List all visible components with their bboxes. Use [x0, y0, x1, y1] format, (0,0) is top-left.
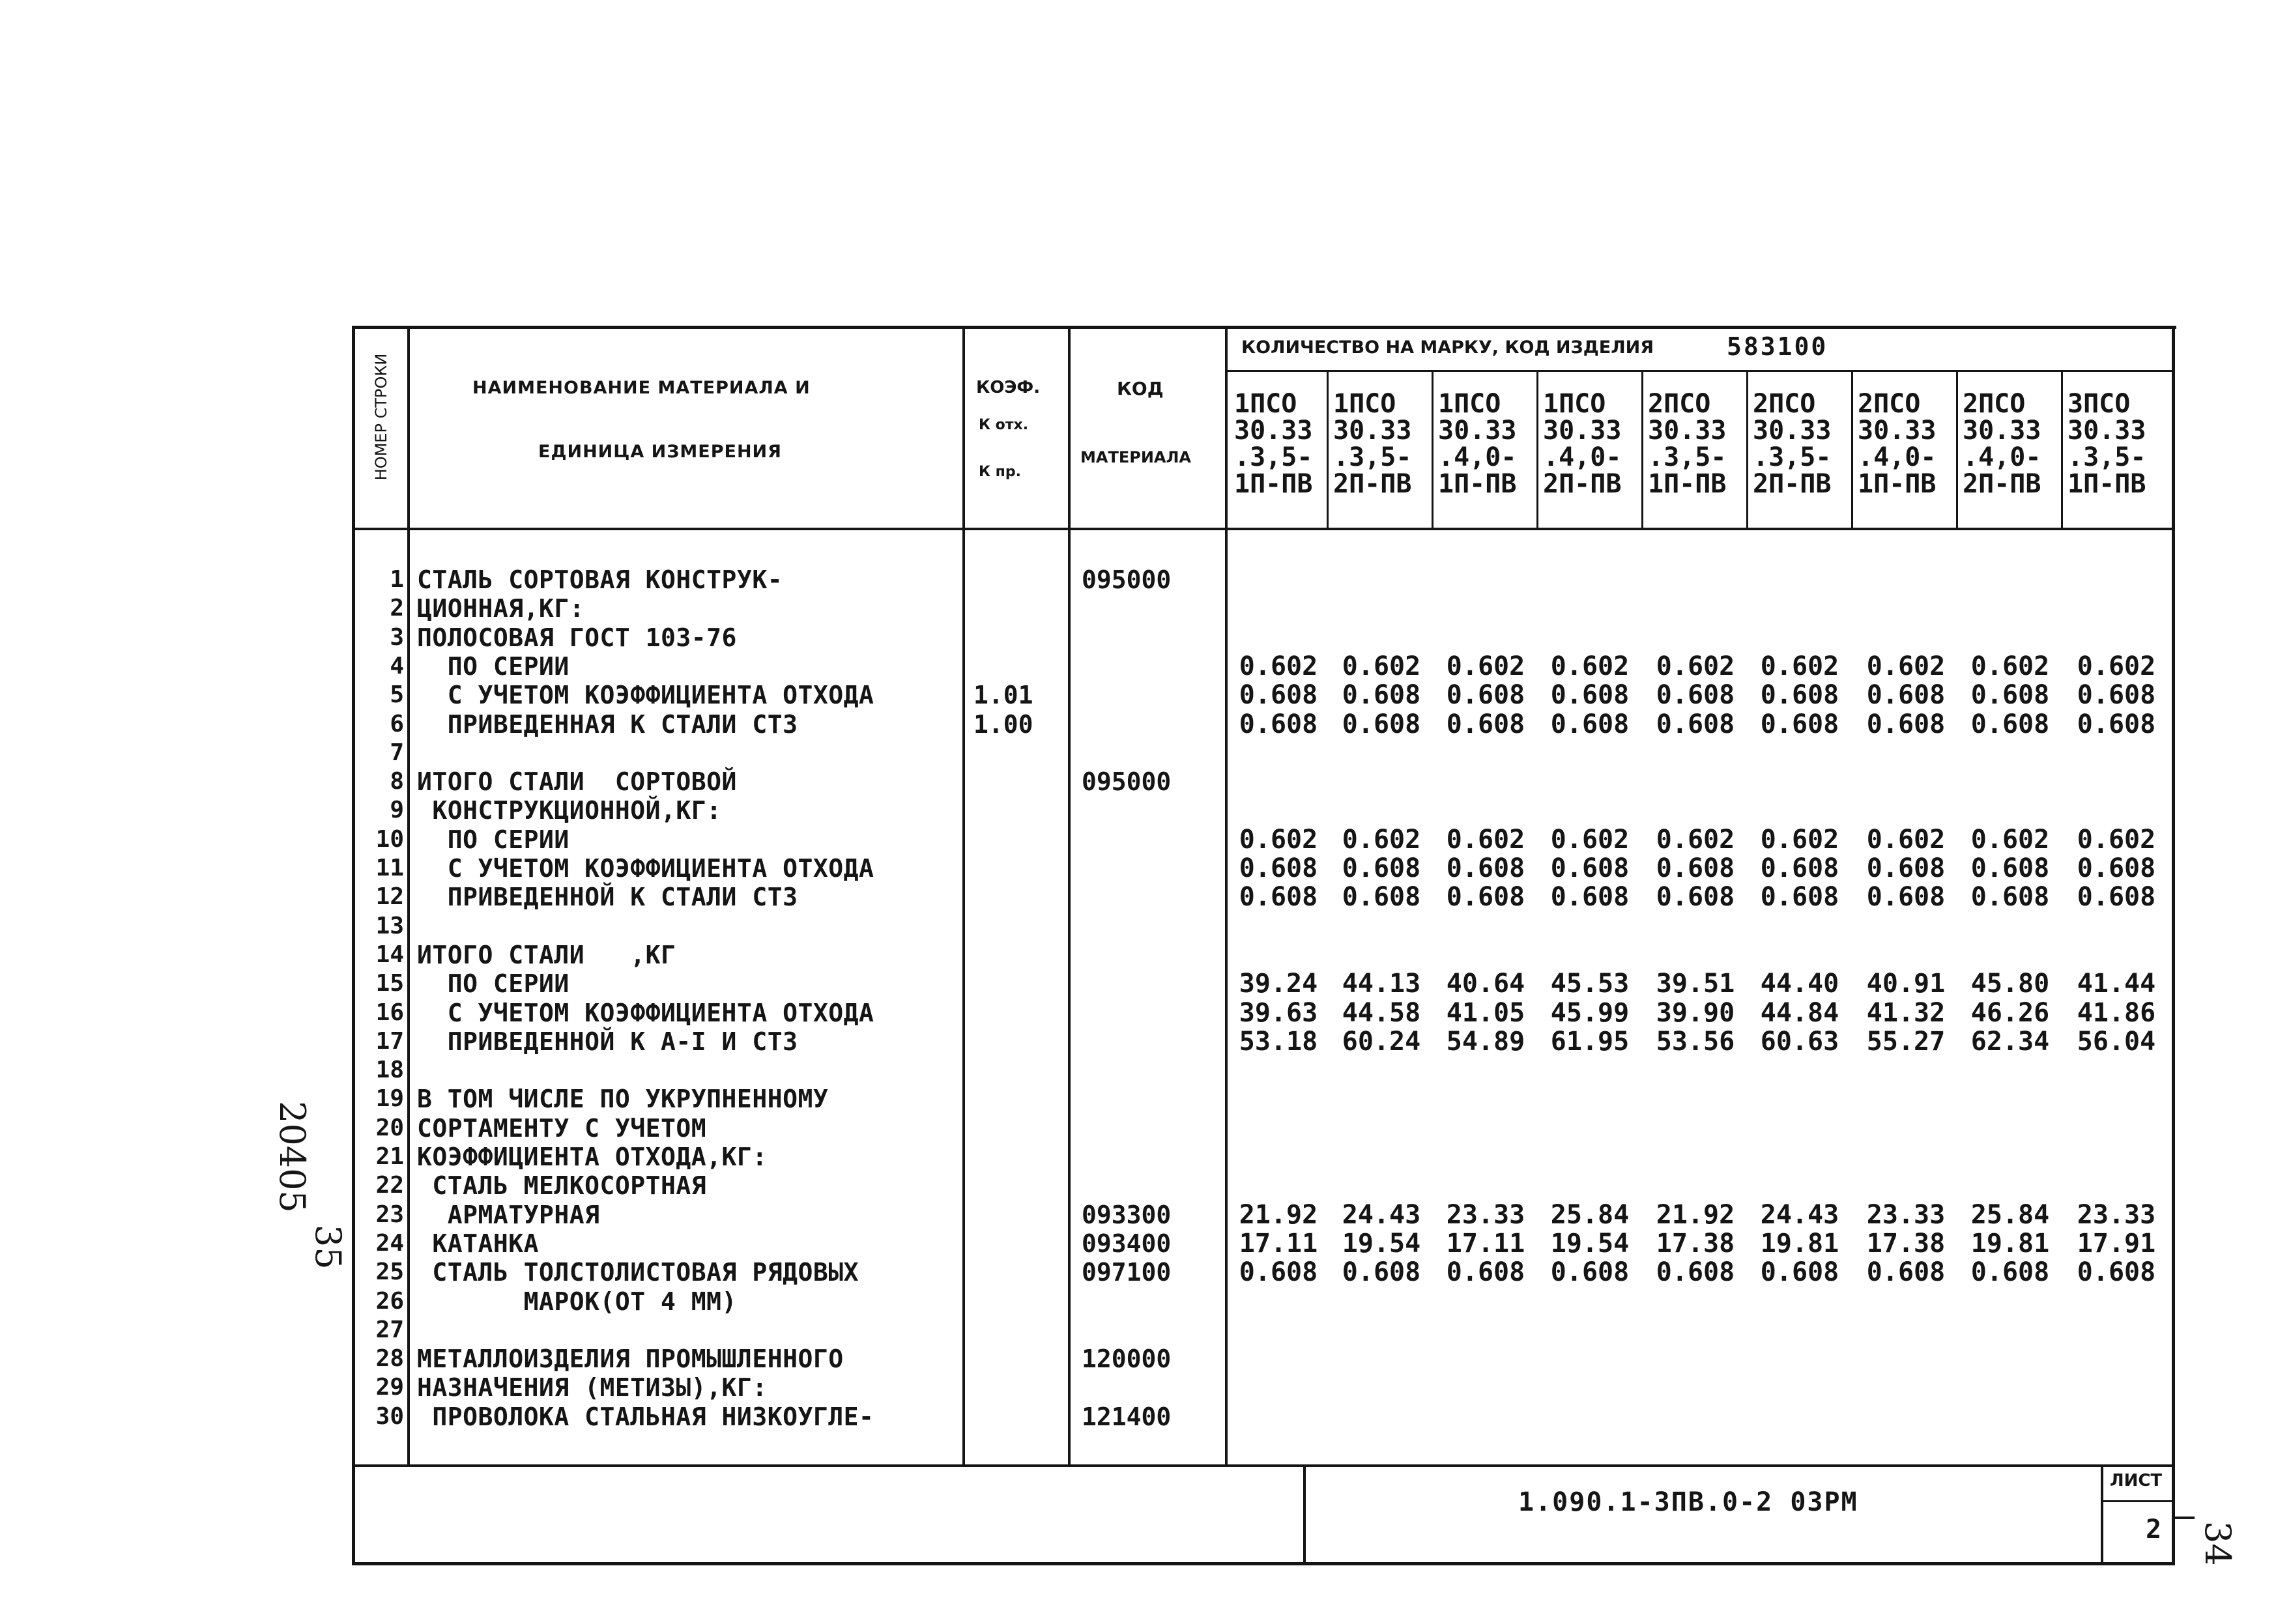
material-name: ИТОГО СТАЛИ СОРТОВОЙ [417, 767, 737, 797]
column-header-1-line-4: 1П-ПВ [1234, 469, 1313, 499]
column-header-9-line-1: 3ПСО [2068, 389, 2131, 419]
quantity-value: 21.92 [1239, 1199, 1318, 1230]
material-name: КОНСТРУКЦИОННОЙ,КГ: [417, 796, 722, 825]
row-number: 30 [375, 1403, 404, 1430]
quantity-value: 17.11 [1239, 1228, 1318, 1259]
quantity-value: 0.608 [1550, 853, 1630, 883]
quantity-value: 23.33 [1866, 1199, 1946, 1230]
column-header-5-line-1: 2ПСО [1648, 389, 1711, 419]
quantity-value: 17.38 [1866, 1228, 1946, 1259]
sheet-number: 2 [2146, 1515, 2162, 1545]
quantity-value: 0.608 [1342, 680, 1421, 711]
material-code: 095000 [1082, 767, 1172, 797]
quantity-value: 0.608 [1970, 853, 2050, 883]
quantity-value: 25.84 [1970, 1199, 2050, 1230]
code-header-line-2: МАТЕРИАЛА [1080, 448, 1191, 466]
quantity-value: 0.608 [1656, 680, 1735, 711]
row-number: 2 [390, 595, 404, 622]
quantity-value: 0.602 [1760, 651, 1839, 681]
material-name: МАРОК(ОТ 4 ММ) [417, 1287, 737, 1316]
quantity-value: 0.602 [1446, 651, 1525, 681]
quantity-value: 19.81 [1970, 1228, 2050, 1259]
row-number: 9 [390, 797, 404, 824]
material-name: ПРИВЕДЕННОЙ К А-I И СТ3 [417, 1027, 798, 1056]
row-number: 8 [390, 768, 404, 795]
row-number: 14 [375, 941, 404, 968]
quantity-value: 24.43 [1342, 1199, 1421, 1230]
column-header-2-line-4: 2П-ПВ [1333, 469, 1412, 499]
column-header-3-line-1: 1ПСО [1438, 389, 1501, 419]
column-header-3-line-3: .4,0- [1438, 442, 1517, 472]
quantity-value: 0.608 [1970, 882, 2050, 913]
column-header-2-line-1: 1ПСО [1333, 389, 1396, 419]
column-header-4-line-4: 2П-ПВ [1543, 469, 1622, 499]
column-header-7-line-3: .4,0- [1858, 442, 1937, 472]
inventory-number: 20405 [272, 1101, 313, 1213]
quantity-value: 53.56 [1656, 1026, 1735, 1057]
quantity-value: 0.608 [1239, 853, 1318, 883]
material-name: С УЧЕТОМ КОЭФФИЦИЕНТА ОТХОДА [417, 681, 874, 710]
row-number: 4 [390, 652, 404, 679]
material-name: ПРИВЕДЕННОЙ К СТАЛИ СТ3 [417, 883, 798, 912]
material-code: 095000 [1082, 565, 1172, 594]
quantity-value: 0.602 [1866, 651, 1946, 681]
quantity-value: 0.608 [2077, 882, 2156, 913]
quantity-value: 40.91 [1866, 969, 1946, 999]
row-number: 5 [390, 681, 404, 709]
row-number: 26 [375, 1287, 404, 1315]
quantity-value: 0.608 [1656, 882, 1735, 913]
quantity-value: 0.608 [1446, 680, 1525, 711]
column-header-4-line-2: 30.33 [1543, 416, 1622, 446]
quantity-value: 0.608 [1656, 1257, 1735, 1288]
quantity-value: 60.63 [1760, 1026, 1839, 1057]
quantity-value: 17.91 [2077, 1228, 2156, 1259]
quantity-value: 0.608 [1760, 1257, 1839, 1288]
quantity-value: 0.608 [1342, 882, 1421, 913]
row-number: 11 [375, 855, 404, 881]
material-name: МЕТАЛЛОИЗДЕЛИЯ ПРОМЫШЛЕННОГО [417, 1345, 844, 1374]
coef-header-line-2: К отх. [979, 417, 1029, 433]
quantity-value: 0.602 [1342, 824, 1421, 855]
quantity-value: 54.89 [1446, 1026, 1525, 1057]
row-number: 19 [375, 1085, 404, 1113]
row-number: 3 [390, 623, 404, 651]
quantity-value: 53.18 [1239, 1026, 1318, 1057]
coefficient: 1.00 [973, 709, 1033, 739]
quantity-value: 19.54 [1342, 1228, 1421, 1259]
quantity-value: 25.84 [1550, 1199, 1630, 1230]
material-name: ПОЛОСОВАЯ ГОСТ 103-76 [417, 623, 737, 652]
quantity-value: 44.13 [1342, 969, 1421, 999]
row-number: 12 [375, 883, 404, 911]
document-code: 1.090.1-3ПВ.0-2 03РМ [1518, 1487, 1858, 1517]
row-number: 7 [390, 739, 404, 766]
row-number: 24 [375, 1229, 404, 1257]
coef-header-line-3: К пр. [979, 464, 1021, 480]
row-number: 29 [375, 1374, 404, 1401]
column-header-2-line-2: 30.33 [1333, 416, 1412, 446]
column-header-4-line-1: 1ПСО [1543, 389, 1606, 419]
column-header-8-line-2: 30.33 [1963, 416, 2041, 446]
row-number: 18 [375, 1057, 404, 1084]
quantity-value: 0.608 [2077, 1257, 2156, 1288]
column-header-1-line-1: 1ПСО [1234, 389, 1297, 419]
material-name: В ТОМ ЧИСЛЕ ПО УКРУПНЕННОМУ [417, 1085, 829, 1114]
quantity-value: 0.608 [1760, 853, 1839, 883]
quantity-value: 0.602 [1550, 824, 1630, 855]
quantity-value: 0.608 [1550, 709, 1630, 739]
quantity-value: 56.04 [2077, 1026, 2156, 1057]
row-number: 6 [390, 710, 404, 737]
qty-header-label: КОЛИЧЕСТВО НА МАРКУ, КОД ИЗДЕЛИЯ [1241, 337, 1654, 358]
quantity-value: 46.26 [1970, 997, 2050, 1028]
quantity-value: 41.05 [1446, 997, 1525, 1028]
column-header-8-line-1: 2ПСО [1963, 389, 2026, 419]
row-number: 13 [375, 912, 404, 939]
quantity-value: 0.608 [1239, 680, 1318, 711]
quantity-value: 0.608 [1239, 882, 1318, 913]
material-code: 120000 [1082, 1345, 1172, 1374]
quantity-value: 61.95 [1550, 1026, 1630, 1057]
page-number: 34 [2197, 1521, 2238, 1566]
column-header-4-line-3: .4,0- [1543, 442, 1622, 472]
quantity-value: 19.81 [1760, 1228, 1839, 1259]
quantity-value: 0.608 [1446, 853, 1525, 883]
column-header-6-line-2: 30.33 [1753, 416, 1832, 446]
row-number: 21 [375, 1143, 404, 1170]
quantity-value: 44.58 [1342, 997, 1421, 1028]
column-header-6-line-3: .3,5- [1753, 442, 1832, 472]
row-number-header: НОМЕР СТРОКИ [372, 353, 390, 481]
quantity-value: 0.608 [1446, 882, 1525, 913]
quantity-value: 0.602 [1970, 824, 2050, 855]
quantity-value: 44.40 [1760, 969, 1839, 999]
row-number: 23 [375, 1201, 404, 1228]
column-header-9-line-4: 1П-ПВ [2068, 469, 2146, 499]
material-name: ЦИОННАЯ,КГ: [417, 594, 585, 623]
material-name: ПРИВЕДЕННАЯ К СТАЛИ СТ3 [417, 709, 798, 739]
quantity-value: 0.608 [1760, 680, 1839, 711]
material-name: СТАЛЬ ТОЛСТОЛИСТОВАЯ РЯДОВЫХ [417, 1258, 859, 1287]
material-code: 097100 [1082, 1258, 1172, 1287]
quantity-value: 0.602 [1239, 824, 1318, 855]
material-name: АРМАТУРНАЯ [417, 1200, 600, 1229]
quantity-value: 0.608 [1970, 1257, 2050, 1288]
row-number: 10 [375, 825, 404, 853]
quantity-value: 0.602 [1866, 824, 1946, 855]
quantity-value: 0.602 [1656, 824, 1735, 855]
quantity-value: 44.84 [1760, 997, 1839, 1028]
material-code: 093400 [1082, 1229, 1172, 1258]
row-number: 1 [390, 566, 404, 593]
name-header-line-1: НАИМЕНОВАНИЕ МАТЕРИАЛА И [472, 378, 811, 398]
column-header-5-line-4: 1П-ПВ [1648, 469, 1727, 499]
column-header-6-line-4: 2П-ПВ [1753, 469, 1832, 499]
row-number: 22 [375, 1172, 404, 1199]
column-header-6-line-1: 2ПСО [1753, 389, 1816, 419]
column-header-8-line-4: 2П-ПВ [1963, 469, 2041, 499]
quantity-value: 0.608 [1866, 709, 1946, 739]
material-name: С УЧЕТОМ КОЭФФИЦИЕНТА ОТХОДА [417, 998, 874, 1027]
column-header-8-line-3: .4,0- [1963, 442, 2041, 472]
quantity-value: 0.608 [1970, 709, 2050, 739]
material-name: ПРОВОЛОКА СТАЛЬНАЯ НИЗКОУГЛЕ- [417, 1402, 874, 1431]
quantity-value: 0.608 [1446, 1257, 1525, 1288]
quantity-value: 39.90 [1656, 997, 1735, 1028]
column-header-2-line-3: .3,5- [1333, 442, 1412, 472]
quantity-value: 41.86 [2077, 997, 2156, 1028]
code-header-line-1: КОД [1117, 378, 1164, 399]
material-name: ПО СЕРИИ [417, 651, 569, 681]
quantity-value: 0.608 [1550, 882, 1630, 913]
quantity-value: 39.63 [1239, 997, 1318, 1028]
quantity-value: 45.99 [1550, 997, 1630, 1028]
column-header-1-line-2: 30.33 [1234, 416, 1313, 446]
quantity-value: 0.608 [1866, 882, 1946, 913]
product-code: 583100 [1727, 332, 1828, 361]
material-name: СОРТАМЕНТУ С УЧЕТОМ [417, 1113, 707, 1143]
quantity-value: 0.608 [1550, 1257, 1630, 1288]
quantity-value: 45.80 [1970, 969, 2050, 999]
column-header-7-line-1: 2ПСО [1858, 389, 1921, 419]
quantity-value: 0.602 [2077, 651, 2156, 681]
quantity-value: 45.53 [1550, 969, 1630, 999]
quantity-value: 39.51 [1656, 969, 1735, 999]
quantity-value: 0.608 [1550, 680, 1630, 711]
quantity-value: 17.11 [1446, 1228, 1525, 1259]
quantity-value: 0.608 [2077, 853, 2156, 883]
quantity-value: 41.32 [1866, 997, 1946, 1028]
quantity-value: 62.34 [1970, 1026, 2050, 1057]
quantity-value: 21.92 [1656, 1199, 1735, 1230]
quantity-value: 0.602 [1760, 824, 1839, 855]
quantity-value: 39.24 [1239, 969, 1318, 999]
material-name: ИТОГО СТАЛИ ,КГ [417, 940, 676, 969]
quantity-value: 0.608 [1239, 709, 1318, 739]
quantity-value: 0.608 [1342, 1257, 1421, 1288]
quantity-value: 0.608 [2077, 709, 2156, 739]
quantity-value: 23.33 [2077, 1199, 2156, 1230]
quantity-value: 17.38 [1656, 1228, 1735, 1259]
quantity-value: 0.608 [1866, 680, 1946, 711]
sheet-label: ЛИСТ [2110, 1471, 2163, 1490]
column-header-9-line-2: 30.33 [2068, 416, 2146, 446]
row-number: 17 [375, 1027, 404, 1055]
quantity-value: 40.64 [1446, 969, 1525, 999]
quantity-value: 0.608 [1342, 853, 1421, 883]
quantity-value: 0.608 [1760, 882, 1839, 913]
coefficient: 1.01 [973, 681, 1033, 710]
quantity-value: 0.602 [1342, 651, 1421, 681]
quantity-value: 0.602 [1550, 651, 1630, 681]
quantity-value: 0.608 [1446, 709, 1525, 739]
quantity-value: 23.33 [1446, 1199, 1525, 1230]
coef-header-line-1: КОЭФ. [976, 378, 1041, 397]
quantity-value: 55.27 [1866, 1026, 1946, 1057]
quantity-value: 0.608 [1656, 709, 1735, 739]
quantity-value: 0.608 [1760, 709, 1839, 739]
quantity-value: 0.608 [1656, 853, 1735, 883]
quantity-value: 0.602 [1970, 651, 2050, 681]
material-name: С УЧЕТОМ КОЭФФИЦИЕНТА ОТХОДА [417, 854, 874, 883]
row-number: 16 [375, 999, 404, 1026]
column-header-5-line-2: 30.33 [1648, 416, 1727, 446]
quantity-value: 60.24 [1342, 1026, 1421, 1057]
material-name: КАТАНКА [417, 1229, 540, 1258]
row-number: 20 [375, 1114, 404, 1141]
material-name: ПО СЕРИИ [417, 969, 569, 999]
material-name: НАЗНАЧЕНИЯ (МЕТИЗЫ),КГ: [417, 1373, 768, 1403]
material-code: 093300 [1082, 1200, 1172, 1229]
row-number: 27 [375, 1316, 404, 1343]
quantity-value: 41.44 [2077, 969, 2156, 999]
quantity-value: 0.608 [2077, 680, 2156, 711]
quantity-value: 0.608 [1970, 680, 2050, 711]
material-name: КОЭФФИЦИЕНТА ОТХОДА,КГ: [417, 1143, 768, 1171]
column-header-7-line-2: 30.33 [1858, 416, 1937, 446]
column-header-7-line-4: 1П-ПВ [1858, 469, 1937, 499]
row-number: 25 [375, 1259, 404, 1286]
material-name: СТАЛЬ СОРТОВАЯ КОНСТРУК- [417, 565, 783, 594]
quantity-value: 0.602 [2077, 824, 2156, 855]
quantity-value: 0.602 [1446, 824, 1525, 855]
quantity-value: 24.43 [1760, 1199, 1839, 1230]
row-number: 15 [375, 970, 404, 997]
quantity-value: 0.602 [1239, 651, 1318, 681]
column-header-1-line-3: .3,5- [1234, 442, 1313, 472]
inventory-subnumber: 35 [308, 1225, 349, 1270]
column-header-9-line-3: .3,5- [2068, 442, 2146, 472]
quantity-value: 0.608 [1866, 853, 1946, 883]
material-name: ПО СЕРИИ [417, 825, 569, 854]
column-header-5-line-3: .3,5- [1648, 442, 1727, 472]
quantity-value: 0.608 [1239, 1257, 1318, 1288]
quantity-value: 19.54 [1550, 1228, 1630, 1259]
row-number: 28 [375, 1345, 404, 1373]
material-code: 121400 [1082, 1402, 1172, 1431]
quantity-value: 0.602 [1656, 651, 1735, 681]
name-header-line-2: ЕДИНИЦА ИЗМЕРЕНИЯ [538, 442, 782, 462]
column-header-3-line-2: 30.33 [1438, 416, 1517, 446]
quantity-value: 0.608 [1342, 709, 1421, 739]
quantity-value: 0.608 [1866, 1257, 1946, 1288]
column-header-3-line-4: 1П-ПВ [1438, 469, 1517, 499]
material-name: СТАЛЬ МЕЛКОСОРТНАЯ [417, 1171, 707, 1201]
